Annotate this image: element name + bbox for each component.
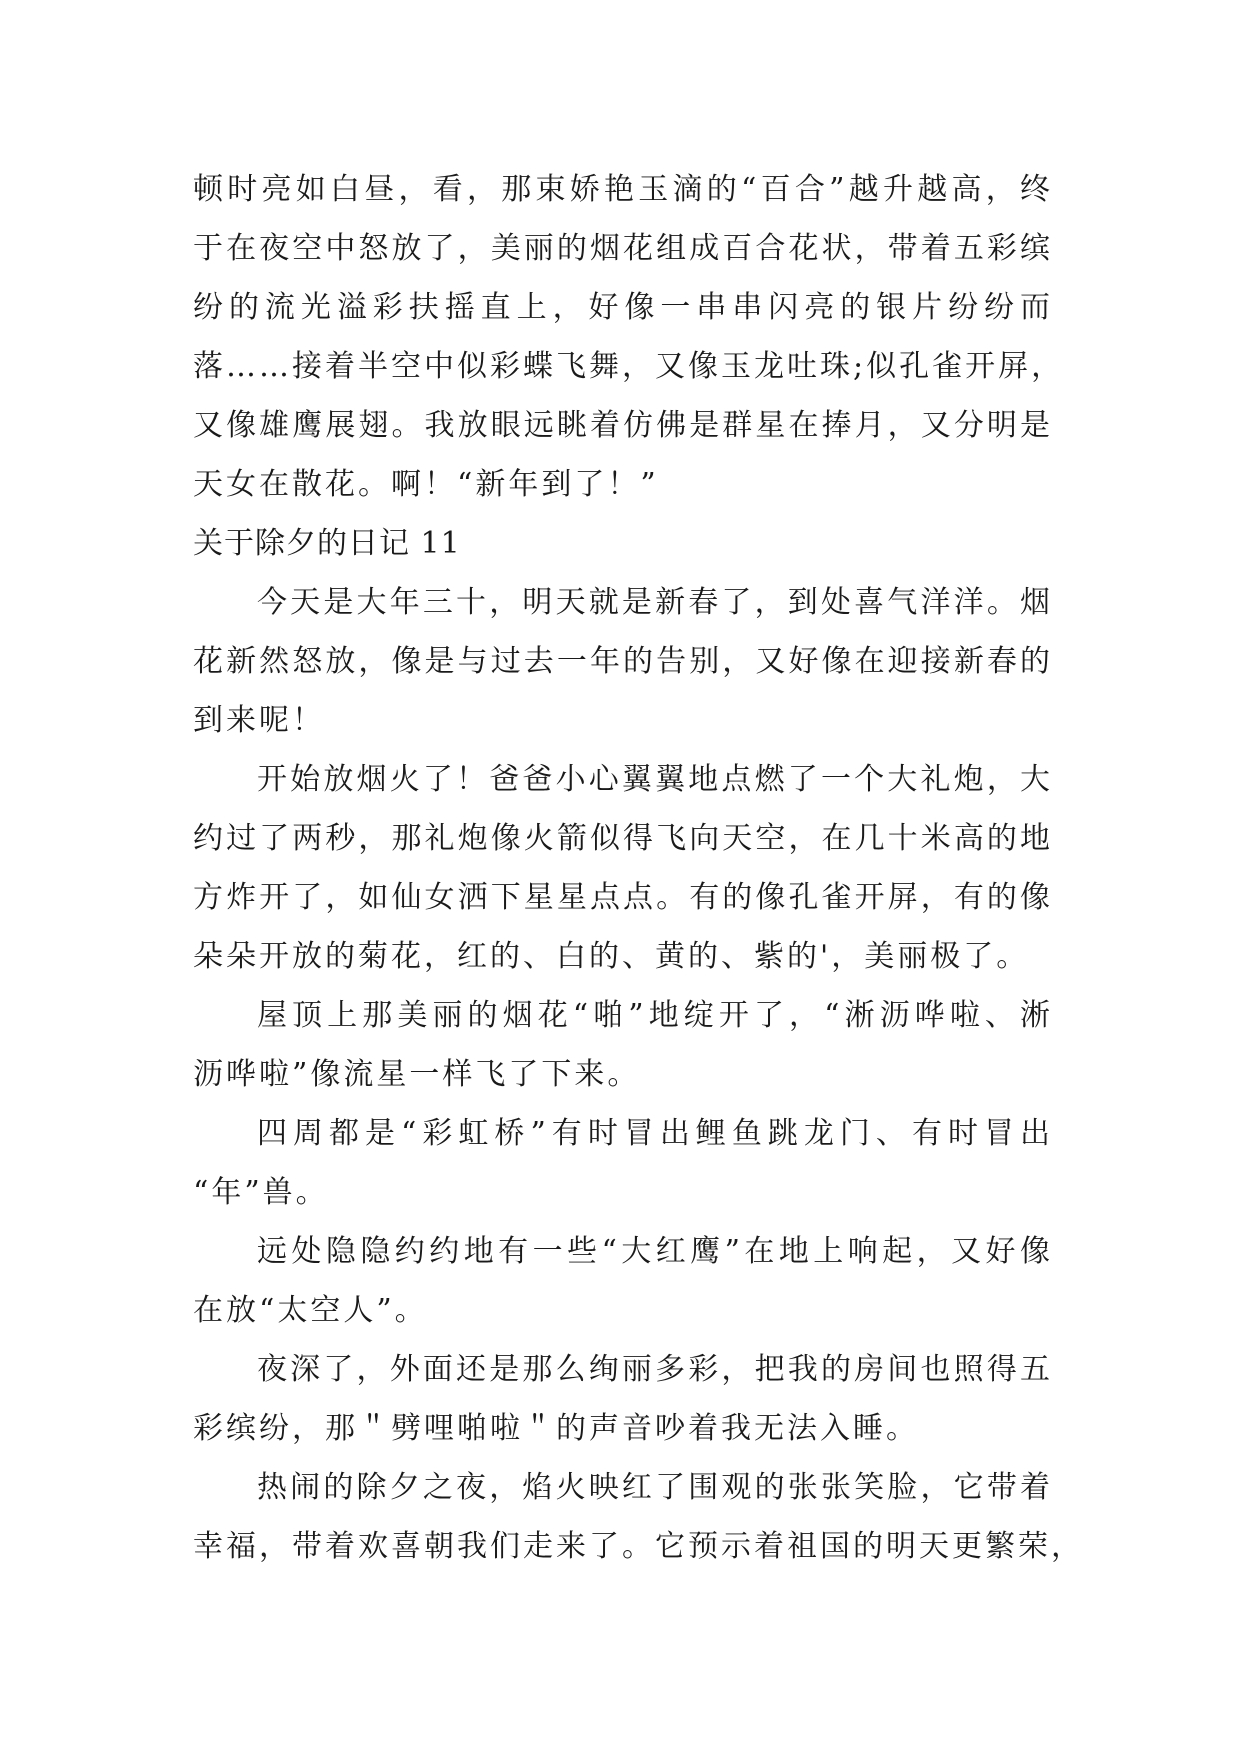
paragraph-first-line: 远处隐隐约约地有一些“大红鹰”在地上响起，又好像 — [257, 1234, 1053, 1269]
paragraph-first-line: 开始放烟火了！爸爸小心翼翼地点燃了一个大礼炮，大 — [257, 762, 1053, 797]
text-line: 朵朵开放的菊花，红的、白的、黄的、紫的'，美丽极了。 — [193, 939, 1030, 974]
text-line: 顿时亮如白昼，看，那束娇艳玉滴的“百合”越升越高，终 — [193, 172, 1053, 207]
text-line: 幸福，带着欢喜朝我们走来了。它预示着祖国的明天更繁荣， — [193, 1529, 1084, 1564]
text-line: 于在夜空中怒放了，美丽的烟花组成百合花状，带着五彩缤 — [193, 231, 1053, 266]
paragraph-first-line: 热闹的除夕之夜，焰火映红了围观的张张笑脸，它带着 — [257, 1470, 1053, 1505]
text-line: 方炸开了，如仙女洒下星星点点。有的像孔雀开屏，有的像 — [193, 880, 1053, 915]
text-line: 花新然怒放，像是与过去一年的告别，又好像在迎接新春的 — [193, 644, 1053, 679]
section-heading: 关于除夕的日记 11 — [193, 526, 461, 561]
text-line: “年”兽。 — [193, 1175, 329, 1210]
paragraph-first-line: 夜深了，外面还是那么绚丽多彩，把我的房间也照得五 — [257, 1352, 1053, 1387]
paragraph-first-line: 今天是大年三十，明天就是新春了，到处喜气洋洋。烟 — [257, 585, 1053, 620]
text-line: 彩缤纷，那＂劈哩啪啦＂的声音吵着我无法入睡。 — [193, 1411, 919, 1446]
text-line: 在放“太空人”。 — [193, 1293, 428, 1328]
text-line: 到来呢！ — [193, 703, 325, 738]
paragraph-first-line: 四周都是“彩虹桥”有时冒出鲤鱼跳龙门、有时冒出 — [257, 1116, 1053, 1151]
text-line: 沥哗啦”像流星一样飞了下来。 — [193, 1057, 641, 1092]
text-line: 又像雄鹰展翅。我放眼远眺着仿佛是群星在捧月，又分明是 — [193, 408, 1053, 443]
text-line: 约过了两秒，那礼炮像火箭似得飞向天空，在几十米高的地 — [193, 821, 1053, 856]
text-line: 天女在散花。啊！“新年到了！” — [193, 467, 659, 502]
text-line: 落……接着半空中似彩蝶飞舞，又像玉龙吐珠;似孔雀开屏， — [193, 349, 1065, 384]
text-line: 纷的流光溢彩扶摇直上，好像一串串闪亮的银片纷纷而 — [193, 290, 1053, 325]
document-body — [193, 160, 1084, 1576]
paragraph-first-line: 屋顶上那美丽的烟花“啪”地绽开了，“淅沥哗啦、淅 — [257, 998, 1053, 1033]
